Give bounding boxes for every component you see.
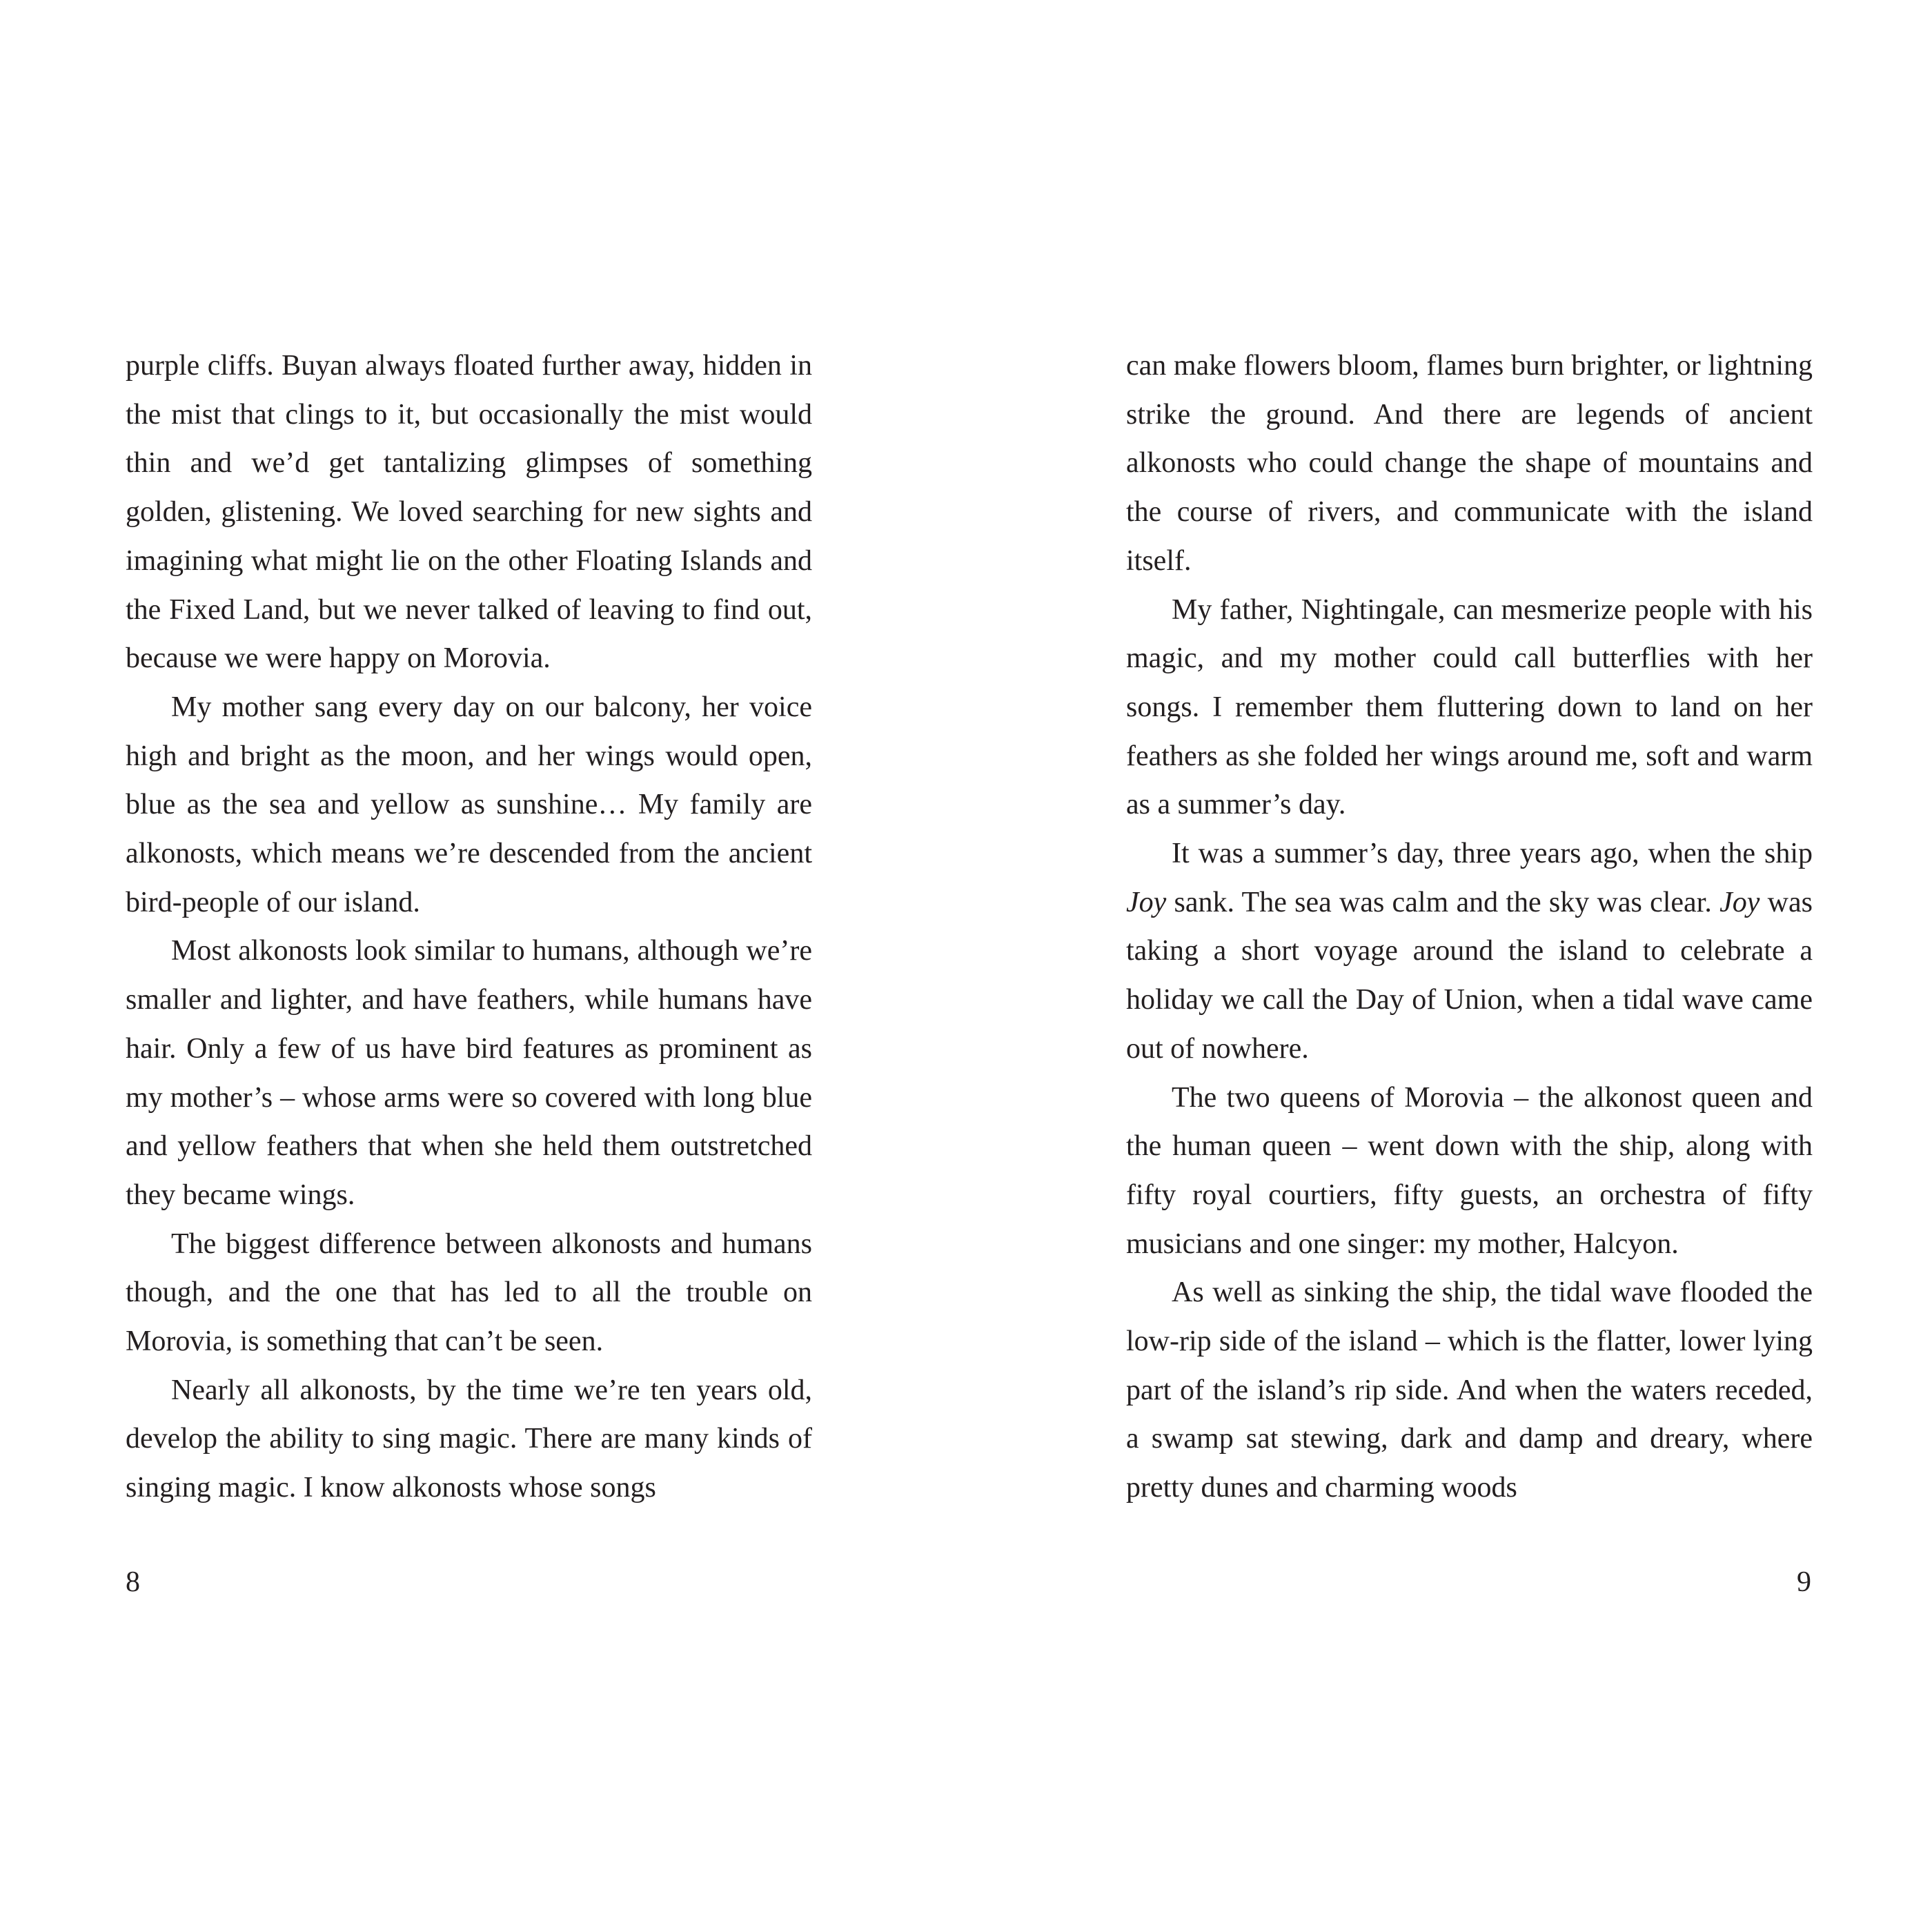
paragraph: The two queens of Morovia – the alkonost queen and the human queen – went down with the ship, along with fifty royal courtiers, fifty guests, an orchestra of fifty musicians and one singer: my mother, Halcyon. [1126, 1081, 1813, 1260]
paragraph: Nearly all alkonosts, by the time we’re ten years old, develop the ability to sing magic. There are many kinds of singing magic. I know alkonosts whose songs [126, 1374, 812, 1504]
paragraph: My mother sang every day on our balcony, her voice high and bright as the moon, and her wings would open, blue as the sea and yellow as sunshine… My family are alkonosts, which means we’re descended from the ancient bird-people of our island. [126, 691, 812, 918]
right-page-body [1126, 342, 1813, 1512]
right-page [966, 0, 1932, 1932]
paragraph: As well as sinking the ship, the tidal wave flooded the low-rip side of the island – which is the flatter, lower lying part of the island’s rip side. And when the waters receded, a swamp sat stewing, dark and damp and dreary, where pretty dunes and charming woods [1126, 1276, 1813, 1504]
ship-name-italic: Joy [1126, 886, 1167, 918]
paragraph: can make flowers bloom, flames burn brighter, or lightning strike the ground. And there are legends of ancient alkonosts who could change the shape of mountains and the course of rivers, and communicate with the island itself. [1126, 350, 1813, 577]
left-page-body [126, 342, 812, 1512]
paragraph-text: sank. The sea was calm and the sky was clear. [1166, 886, 1720, 918]
paragraph: My father, Nightingale, can mesmerize people with his magic, and my mother could call butterflies with her songs. I remember them fluttering down to land on her feathers as she folded her wings around me, soft and warm as a summer’s day. [1126, 593, 1813, 821]
paragraph-text: was taking a short voyage around the island to celebrate a holiday we call the Day of Union, when a tidal wave came out of nowhere. [1126, 886, 1813, 1065]
page-number-right: 9 [1797, 1566, 1811, 1598]
page-number-left: 8 [126, 1566, 140, 1598]
ship-name-italic: Joy [1719, 886, 1760, 918]
paragraph-text: It was a summer’s day, three years ago, when the ship [1172, 838, 1813, 870]
paragraph: purple cliffs. Buyan always floated further away, hidden in the mist that clings to it, but occasionally the mist would thin and we’d get tantalizing glimpses of something golden, glistening. We loved searching for new sights and imagining what might lie on the other Floating Islands and the Fixed Land, but we never talked of leaving to find out, because we were happy on Morovia. [126, 350, 812, 675]
paragraph: Most alkonosts look similar to humans, although we’re smaller and lighter, and have feathers, while humans have hair. Only a few of us have bird features as prominent as my mother’s – whose arms were so covered with long blue and yellow feathers that when she held them outstretched they became wings. [126, 935, 812, 1211]
paragraph: The biggest difference between alkonosts and humans though, and the one that has led to all the trouble on Morovia, is something that can’t be seen. [126, 1228, 812, 1358]
paragraph [1126, 829, 1813, 1074]
